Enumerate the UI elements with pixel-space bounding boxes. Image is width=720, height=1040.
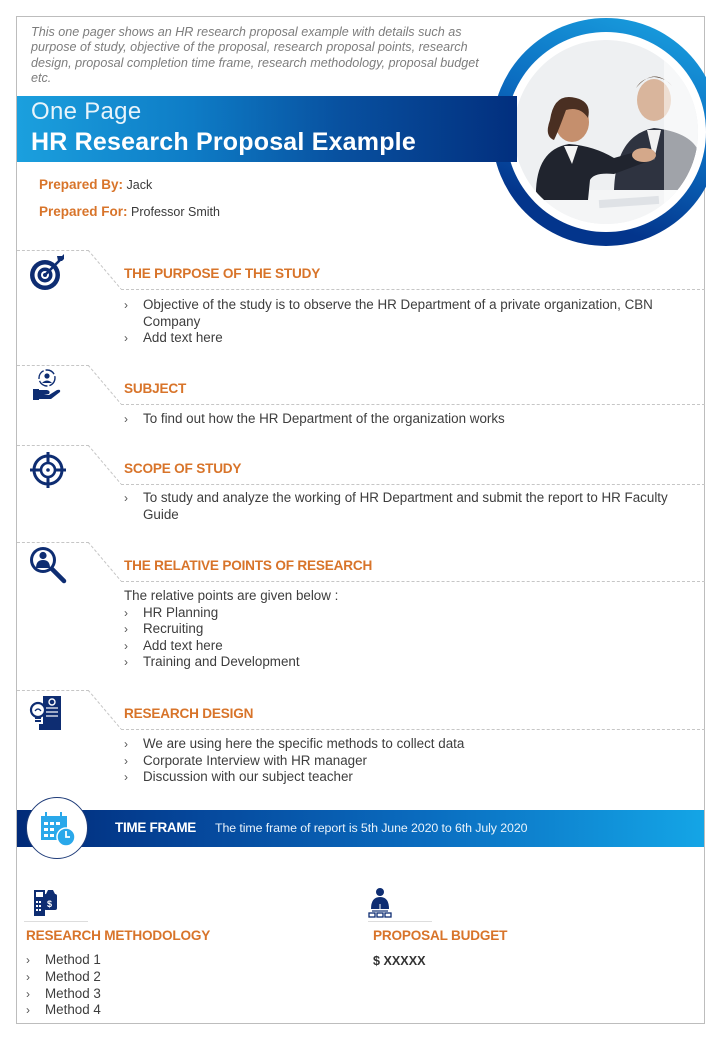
- bullet-item: › Add text here: [124, 330, 684, 347]
- divider: [24, 921, 88, 922]
- bullet-item: › Corporate Interview with HR manager: [124, 753, 684, 770]
- handshake-photo: [514, 40, 698, 224]
- svg-text:$: $: [47, 899, 53, 909]
- section-scope: [17, 445, 705, 540]
- section-body: [124, 490, 684, 523]
- divider: [17, 445, 89, 446]
- divider: [121, 581, 705, 582]
- calculator-money-icon: [34, 888, 64, 918]
- section-subject: [17, 365, 705, 445]
- calendar-clock-icon: [39, 810, 77, 848]
- divider-diagonal: [87, 250, 123, 290]
- subject-hand-icon: [27, 367, 67, 407]
- bullet-item: › We are using here the specific methods to collect data: [124, 736, 684, 753]
- bullet-item: › Discussion with our subject teacher: [124, 769, 684, 786]
- section-body: [124, 736, 684, 786]
- methodology-title: RESEARCH METHODOLOGY: [26, 928, 211, 943]
- prepared-by-value: Jack: [126, 178, 153, 192]
- divider: [17, 365, 89, 366]
- section-body: [124, 297, 684, 347]
- bullet-item: › HR Planning: [124, 605, 684, 622]
- divider: [121, 404, 705, 405]
- divider-diagonal: [87, 445, 123, 485]
- section-intro: The relative points are given below :: [124, 588, 339, 603]
- intro-text: This one pager shows an HR research proposal example with details such as purpose of study, objective of the proposal, research proposal points, research design, proposal completion time frame, research methodology, proposal budget etc.: [31, 25, 479, 86]
- person-search-icon: [27, 544, 67, 584]
- title-line-1: One Page: [31, 98, 142, 125]
- section-title: THE RELATIVE POINTS OF RESEARCH: [124, 558, 373, 573]
- divider-diagonal: [87, 690, 123, 730]
- section-relative-points: [17, 542, 705, 687]
- page-title: HR Research Proposal Example: [31, 128, 416, 156]
- method-item: › Method 4: [26, 1002, 101, 1019]
- method-item: › Method 3: [26, 986, 101, 1003]
- methodology-list: [26, 952, 101, 1019]
- bullet-item: › Training and Development: [124, 654, 684, 671]
- time-frame-label: TIME FRAME: [115, 820, 196, 835]
- section-body: [124, 588, 684, 671]
- section-research-design: [17, 690, 705, 790]
- prepared-by: [39, 177, 152, 192]
- bullet-item: › To study and analyze the working of HR Department and submit the report to HR Faculty Guide: [124, 490, 684, 523]
- section-body: [124, 411, 684, 428]
- photo-ring: [492, 18, 706, 246]
- section-title: SUBJECT: [124, 381, 187, 396]
- divider-diagonal: [87, 365, 123, 405]
- bullet-item: › Objective of the study is to observe the HR Department of a private organization, CBN Company: [124, 297, 684, 330]
- budget-value: $ XXXXX: [373, 954, 426, 968]
- method-item: › Method 2: [26, 969, 101, 986]
- divider: [121, 289, 705, 290]
- bullet-item: › Add text here: [124, 638, 684, 655]
- divider: [121, 484, 705, 485]
- divider: [17, 690, 89, 691]
- prepared-for-label: Prepared For:: [39, 204, 128, 219]
- divider: [121, 729, 705, 730]
- section-purpose: [17, 250, 705, 360]
- divider-diagonal: [87, 542, 123, 582]
- budget-title: PROPOSAL BUDGET: [373, 928, 508, 943]
- section-title: THE PURPOSE OF THE STUDY: [124, 266, 321, 281]
- time-frame-text: The time frame of report is 5th June 2020 to 6th July 2020: [215, 821, 528, 835]
- idea-design-icon: [27, 694, 67, 734]
- right-margin: [706, 0, 720, 260]
- divider: [17, 542, 89, 543]
- divider: [368, 921, 432, 922]
- bullet-item: › To find out how the HR Department of the organization works: [124, 411, 684, 428]
- bullet-item: › Recruiting: [124, 621, 684, 638]
- prepared-by-label: Prepared By:: [39, 177, 124, 192]
- method-item: › Method 1: [26, 952, 101, 969]
- section-title: SCOPE OF STUDY: [124, 461, 242, 476]
- prepared-for-value: Professor Smith: [131, 205, 220, 219]
- divider: [17, 250, 89, 251]
- target-icon: [27, 253, 67, 293]
- org-person-icon: [368, 887, 398, 917]
- time-frame-badge: [26, 797, 88, 859]
- crosshair-icon: [27, 448, 67, 488]
- prepared-for: [39, 204, 220, 219]
- section-title: RESEARCH DESIGN: [124, 706, 254, 721]
